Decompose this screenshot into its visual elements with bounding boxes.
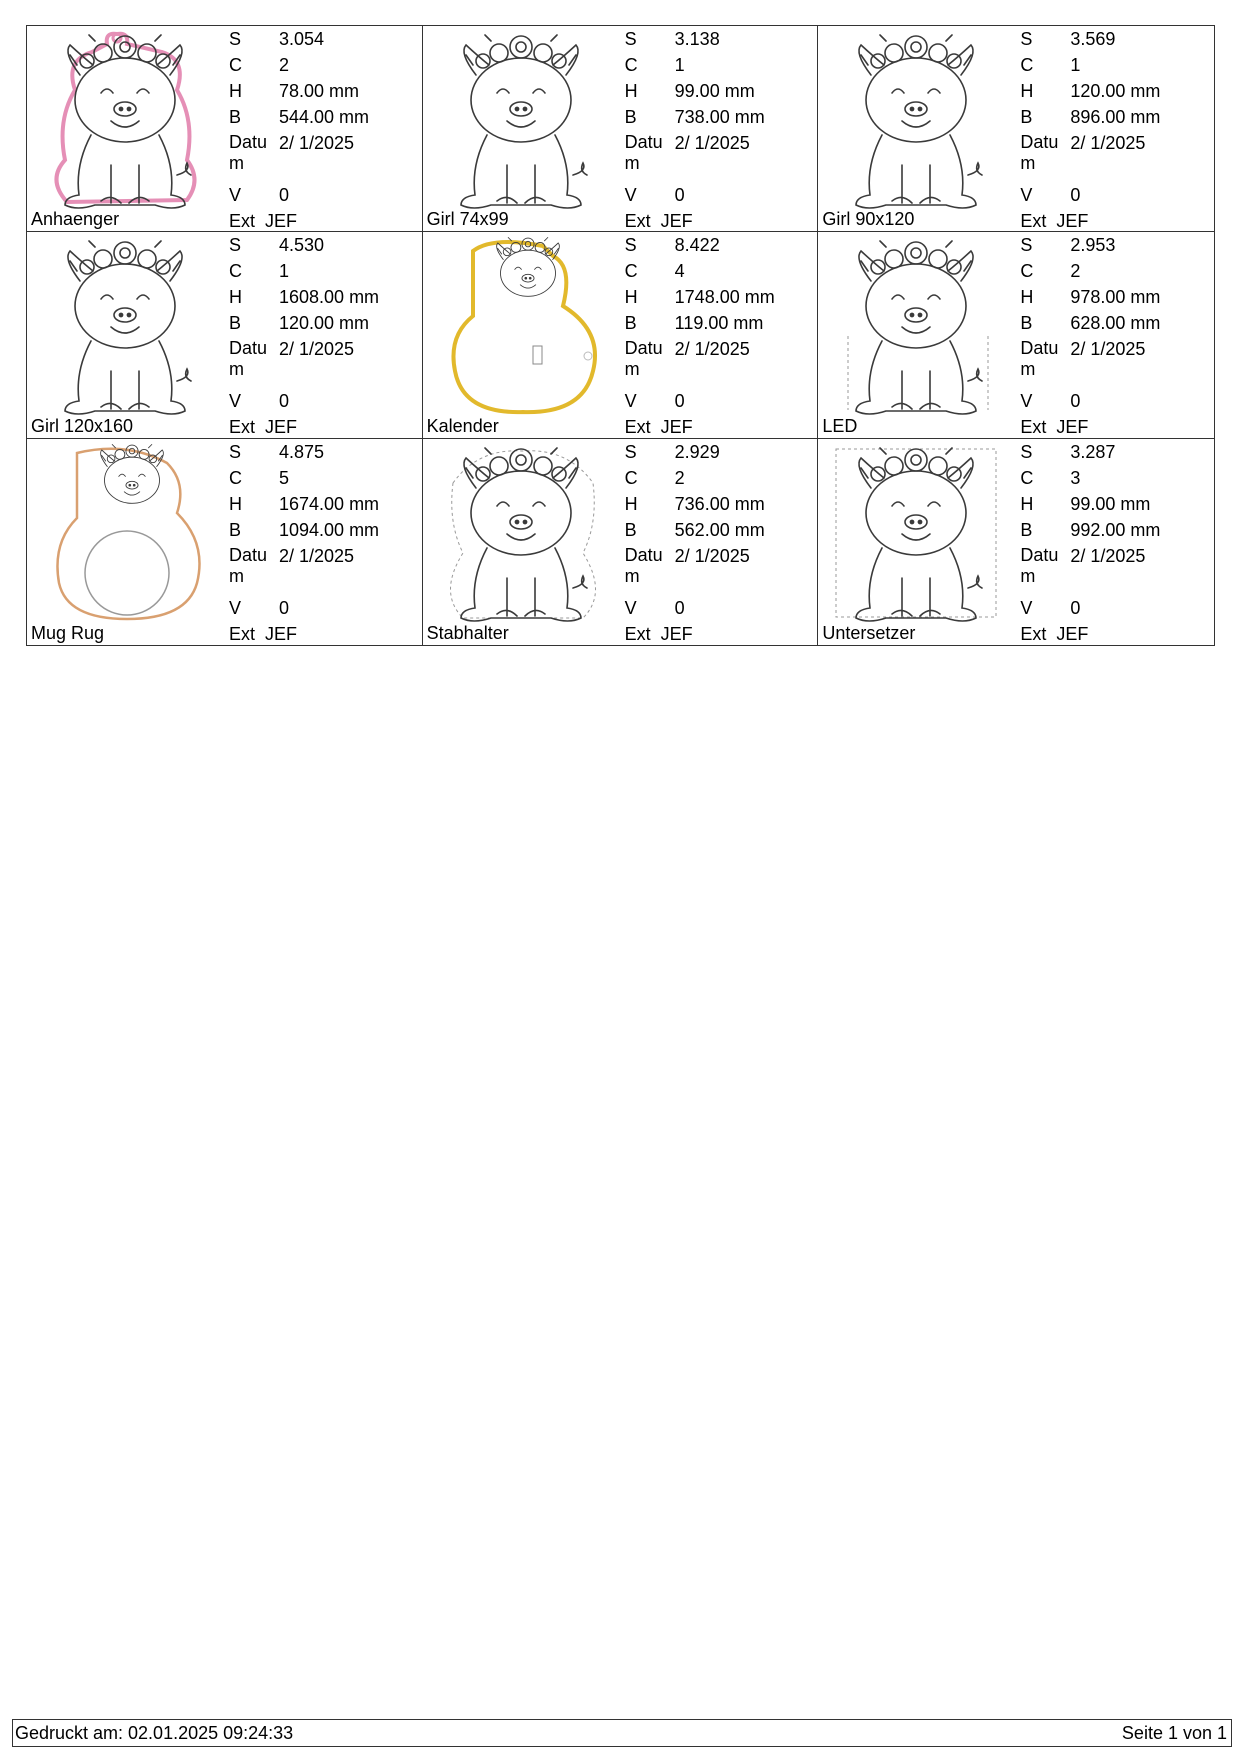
property-label: Ext (1020, 417, 1047, 438)
design-name: Anhaenger (31, 209, 120, 230)
property-value: 1 (279, 261, 290, 282)
design-thumbnail (433, 30, 608, 210)
property-label: C (624, 467, 638, 488)
property-value: 2.953 (1070, 235, 1116, 256)
property-value: 628.00 mm (1070, 313, 1161, 334)
property-label: Datum (229, 338, 268, 380)
property-value: 4.875 (279, 441, 325, 462)
property-value: 544.00 mm (279, 107, 370, 127)
property-label: Datum (624, 338, 663, 380)
design-name: Stabhalter (426, 622, 509, 643)
property-label: Ext (1020, 623, 1047, 644)
property-value: JEF (660, 211, 693, 231)
property-value: 3 (1070, 467, 1081, 488)
design-card (27, 26, 423, 232)
property-value: JEF (1056, 417, 1089, 438)
property-value: 2/ 1/2025 (674, 545, 750, 566)
property-label: B (229, 519, 242, 540)
property-label: H (624, 81, 638, 101)
design-thumbnail (828, 30, 1003, 210)
property-label: S (229, 235, 242, 256)
property-label: Ext (624, 417, 651, 438)
design-name: Girl 74x99 (426, 209, 509, 230)
property-label: B (624, 107, 637, 127)
design-name: Kalender (426, 415, 499, 436)
property-label: S (624, 235, 637, 256)
property-value: 2/ 1/2025 (1070, 339, 1146, 360)
property-label: V (624, 185, 637, 205)
property-label: Ext (229, 211, 256, 231)
design-name: Girl 120x160 (31, 415, 134, 436)
property-value: 2/ 1/2025 (674, 133, 750, 153)
property-value: 99.00 mm (1070, 493, 1151, 514)
design-name: Mug Rug (31, 622, 105, 643)
property-value: 2/ 1/2025 (279, 133, 355, 153)
property-label: B (1020, 519, 1033, 540)
property-value: 5 (279, 467, 290, 488)
property-value: 0 (279, 391, 290, 412)
property-label: S (1020, 441, 1033, 462)
design-name: Girl 90x120 (822, 209, 915, 230)
property-value: 8.422 (674, 235, 720, 256)
property-label: V (1020, 185, 1033, 205)
property-value: 0 (279, 597, 290, 618)
property-label: C (624, 261, 638, 282)
property-value: 978.00 mm (1070, 287, 1161, 308)
property-value: 1748.00 mm (674, 287, 775, 308)
design-name: Untersetzer (822, 622, 916, 643)
property-label: B (1020, 313, 1033, 334)
pig-design-illustration (37, 30, 212, 210)
property-label: V (229, 185, 242, 205)
property-label: Ext (624, 211, 651, 231)
design-thumbnail (37, 443, 212, 623)
pig-design-illustration (37, 443, 212, 623)
property-value: 2/ 1/2025 (279, 339, 355, 360)
property-value: JEF (265, 211, 298, 231)
design-card (818, 232, 1214, 438)
property-label: S (624, 441, 637, 462)
pig-design-illustration (828, 443, 1003, 623)
property-value: 3.054 (279, 29, 325, 49)
property-value: 1094.00 mm (279, 519, 380, 540)
property-value: 4.530 (279, 235, 325, 256)
property-value: 896.00 mm (1070, 107, 1161, 127)
property-label: Ext (624, 623, 651, 644)
property-value: 120.00 mm (1070, 81, 1161, 101)
property-label: H (1020, 493, 1034, 514)
pig-design-illustration (433, 236, 608, 416)
design-thumbnail (433, 443, 608, 623)
property-label: S (229, 29, 242, 49)
property-value: JEF (660, 623, 693, 644)
property-label: H (229, 287, 242, 308)
property-value: 2/ 1/2025 (1070, 545, 1146, 566)
property-value: 1608.00 mm (279, 287, 380, 308)
property-value: 992.00 mm (1070, 519, 1161, 540)
property-value: 3.138 (674, 29, 720, 49)
property-label: H (229, 81, 242, 101)
design-card (423, 439, 819, 645)
property-label: Datum (229, 132, 268, 173)
design-card (423, 232, 819, 438)
property-label: Ext (229, 417, 256, 438)
property-value: 2 (279, 55, 290, 75)
property-label: B (1020, 107, 1033, 127)
property-value: 0 (1070, 391, 1081, 412)
property-value: 119.00 mm (674, 313, 764, 334)
property-label: H (624, 493, 638, 514)
property-label: B (229, 107, 242, 127)
property-label: Ext (1020, 211, 1047, 231)
property-label: S (624, 29, 637, 49)
property-label: V (1020, 597, 1033, 618)
property-value: 0 (674, 391, 685, 412)
property-value: 2/ 1/2025 (279, 545, 355, 566)
design-thumbnail (828, 236, 1003, 416)
property-label: Datum (1020, 338, 1059, 380)
design-thumbnail (433, 236, 608, 416)
pig-design-illustration (433, 443, 608, 623)
page-number: Seite 1 von 1 (1121, 1723, 1227, 1743)
property-label: Ext (229, 623, 256, 644)
property-value: 2 (674, 467, 685, 488)
property-value: 1 (674, 55, 685, 75)
property-value: 3.287 (1070, 441, 1116, 462)
property-value: 1674.00 mm (279, 493, 380, 514)
pig-design-illustration (828, 30, 1003, 210)
property-label: C (229, 467, 242, 488)
pig-design-illustration (433, 30, 608, 210)
property-label: H (1020, 287, 1034, 308)
property-value: 0 (674, 597, 685, 618)
property-value: 736.00 mm (674, 493, 765, 514)
property-value: 0 (279, 185, 290, 205)
property-label: H (1020, 81, 1034, 101)
property-label: Datum (1020, 132, 1059, 173)
property-label: C (229, 55, 242, 75)
design-name: LED (822, 415, 858, 436)
property-label: B (624, 519, 637, 540)
property-label: Datum (229, 544, 268, 586)
property-value: 0 (1070, 597, 1081, 618)
property-label: C (1020, 261, 1034, 282)
property-label: Datum (624, 132, 663, 173)
pig-design-illustration (828, 236, 1003, 416)
property-label: S (229, 441, 242, 462)
property-value: JEF (1056, 623, 1089, 644)
property-value: JEF (1056, 211, 1089, 231)
printed-timestamp: Gedruckt am: 02.01.2025 09:24:33 (15, 1723, 294, 1743)
property-value: 3.569 (1070, 29, 1116, 49)
design-card (818, 26, 1214, 232)
page-footer (12, 1719, 1232, 1747)
property-value: 1 (1070, 55, 1081, 75)
property-label: C (1020, 467, 1034, 488)
property-label: S (1020, 29, 1033, 49)
property-label: C (624, 55, 638, 75)
property-value: JEF (660, 417, 693, 438)
property-value: 2/ 1/2025 (674, 339, 750, 360)
property-value: JEF (265, 417, 298, 438)
design-thumbnail (37, 236, 212, 416)
property-label: B (229, 313, 242, 334)
property-label: Datum (624, 544, 663, 586)
design-card (423, 26, 819, 232)
property-value: 0 (1070, 185, 1081, 205)
property-value: 2.929 (674, 441, 720, 462)
property-value: 738.00 mm (674, 107, 765, 127)
property-label: V (1020, 391, 1033, 412)
property-label: C (1020, 55, 1034, 75)
design-card (27, 232, 423, 438)
pig-design-illustration (37, 236, 212, 416)
property-value: 4 (674, 261, 685, 282)
property-label: V (624, 597, 637, 618)
property-label: S (1020, 235, 1033, 256)
property-value: 78.00 mm (279, 81, 360, 101)
property-label: H (229, 493, 242, 514)
property-value: 2 (1070, 261, 1081, 282)
design-card (27, 439, 423, 645)
property-label: V (229, 597, 242, 618)
design-catalog-grid (26, 25, 1215, 646)
property-value: 99.00 mm (674, 81, 755, 101)
property-value: 2/ 1/2025 (1070, 133, 1146, 153)
property-label: B (624, 313, 637, 334)
property-value: 120.00 mm (279, 313, 370, 334)
design-thumbnail (37, 30, 212, 210)
property-label: C (229, 261, 242, 282)
property-value: 0 (674, 185, 685, 205)
property-label: V (229, 391, 242, 412)
property-value: JEF (265, 623, 298, 644)
design-card (818, 439, 1214, 645)
design-thumbnail (828, 443, 1003, 623)
property-label: H (624, 287, 638, 308)
property-label: Datum (1020, 544, 1059, 586)
property-value: 562.00 mm (674, 519, 765, 540)
property-label: V (624, 391, 637, 412)
